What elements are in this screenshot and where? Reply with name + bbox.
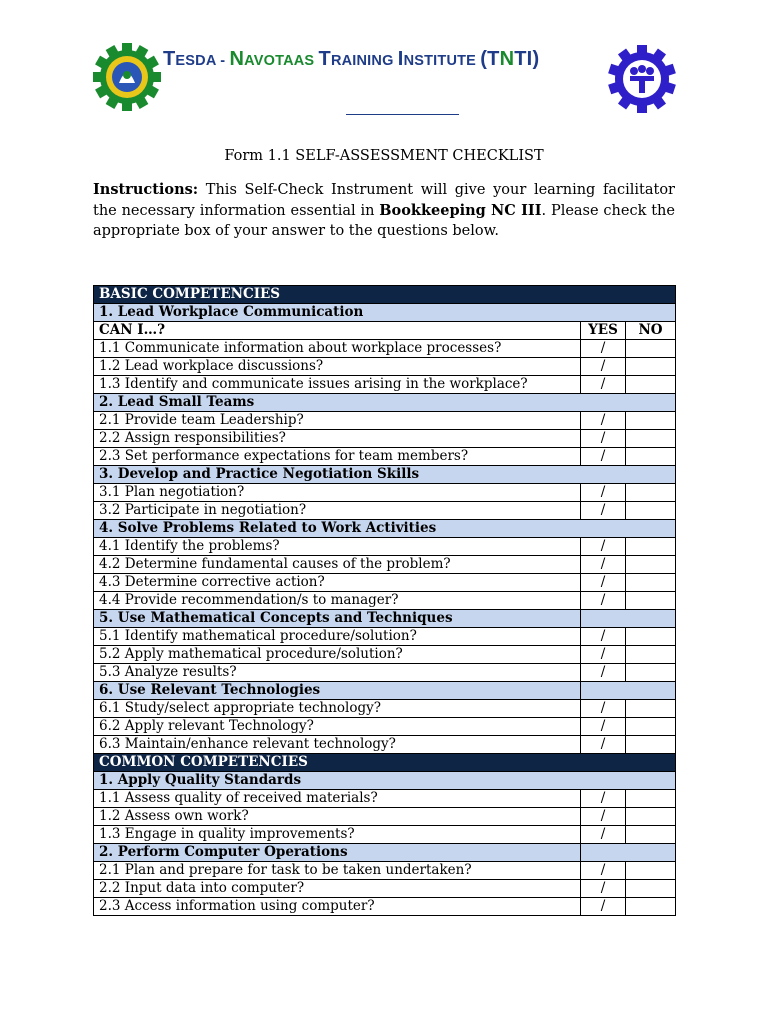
checklist-item-row — [94, 538, 676, 556]
question-cell: 1.3 Engage in quality improvements? — [94, 826, 581, 844]
no-checkbox-cell[interactable] — [626, 664, 676, 682]
checklist-item-row — [94, 340, 676, 358]
yes-checkbox-cell[interactable]: / — [581, 340, 626, 358]
checklist-item-row — [94, 790, 676, 808]
competency-unit-row — [94, 844, 676, 862]
heading-cell: BASIC COMPETENCIES — [94, 286, 676, 304]
yes-checkbox-cell[interactable]: / — [581, 538, 626, 556]
checklist-item-row — [94, 430, 676, 448]
heading-cell: COMMON COMPETENCIES — [94, 754, 676, 772]
competency-category-row — [94, 754, 676, 772]
question-cell: 5.3 Analyze results? — [94, 664, 581, 682]
question-header-cell: CAN I…? — [94, 322, 581, 340]
tesda-gear-logo-icon — [92, 42, 162, 112]
checklist-item-row — [94, 448, 676, 466]
checklist-item-row — [94, 898, 676, 916]
checklist-item-row — [94, 592, 676, 610]
question-cell: 5.1 Identify mathematical procedure/solution? — [94, 628, 581, 646]
header-underline — [346, 114, 459, 115]
checklist-item-row — [94, 556, 676, 574]
yes-checkbox-cell[interactable]: / — [581, 880, 626, 898]
question-cell: 4.4 Provide recommendation/s to manager? — [94, 592, 581, 610]
no-checkbox-cell[interactable] — [626, 502, 676, 520]
no-checkbox-cell[interactable] — [626, 538, 676, 556]
no-checkbox-cell[interactable] — [626, 646, 676, 664]
question-cell: 1.1 Assess quality of received materials? — [94, 790, 581, 808]
competency-category-row — [94, 286, 676, 304]
no-checkbox-cell[interactable] — [626, 790, 676, 808]
yes-checkbox-cell[interactable]: / — [581, 664, 626, 682]
no-checkbox-cell[interactable] — [626, 808, 676, 826]
yes-checkbox-cell[interactable]: / — [581, 574, 626, 592]
heading-cell: 2. Lead Small Teams — [94, 394, 676, 412]
question-cell: 5.2 Apply mathematical procedure/solution? — [94, 646, 581, 664]
no-checkbox-cell[interactable] — [626, 556, 676, 574]
yes-checkbox-cell[interactable]: / — [581, 376, 626, 394]
yes-checkbox-cell[interactable]: / — [581, 592, 626, 610]
checklist-item-row — [94, 412, 676, 430]
no-checkbox-cell[interactable] — [626, 430, 676, 448]
checklist-item-row — [94, 700, 676, 718]
question-cell: 6.1 Study/select appropriate technology? — [94, 700, 581, 718]
no-checkbox-cell[interactable] — [626, 358, 676, 376]
question-cell: 1.3 Identify and communicate issues arising in the workplace? — [94, 376, 581, 394]
competency-unit-row — [94, 610, 676, 628]
yes-checkbox-cell[interactable]: / — [581, 358, 626, 376]
self-assessment-table — [93, 285, 676, 916]
competency-unit-row — [94, 394, 676, 412]
competency-unit-row — [94, 466, 676, 484]
question-cell: 6.2 Apply relevant Technology? — [94, 718, 581, 736]
question-cell: 4.3 Determine corrective action? — [94, 574, 581, 592]
question-cell: 1.2 Lead workplace discussions? — [94, 358, 581, 376]
yes-checkbox-cell[interactable]: / — [581, 448, 626, 466]
yes-checkbox-cell[interactable]: / — [581, 736, 626, 754]
heading-cell: 1. Lead Workplace Communication — [94, 304, 676, 322]
question-cell: 2.2 Input data into computer? — [94, 880, 581, 898]
heading-cell: 6. Use Relevant Technologies — [94, 682, 581, 700]
heading-cell: 5. Use Mathematical Concepts and Techniques — [94, 610, 581, 628]
no-checkbox-cell[interactable] — [626, 898, 676, 916]
question-cell: 3.2 Participate in negotiation? — [94, 502, 581, 520]
question-cell: 3.1 Plan negotiation? — [94, 484, 581, 502]
yes-checkbox-cell[interactable]: / — [581, 718, 626, 736]
no-checkbox-cell[interactable] — [626, 376, 676, 394]
instructions-label: Instructions: — [93, 181, 199, 198]
no-checkbox-cell[interactable] — [626, 448, 676, 466]
question-cell: 6.3 Maintain/enhance relevant technology? — [94, 736, 581, 754]
no-checkbox-cell[interactable] — [626, 736, 676, 754]
checklist-item-row — [94, 718, 676, 736]
competency-unit-row — [94, 304, 676, 322]
checklist-item-row — [94, 574, 676, 592]
no-checkbox-cell[interactable] — [626, 880, 676, 898]
yes-checkbox-cell[interactable]: / — [581, 826, 626, 844]
heading-cell: 3. Develop and Practice Negotiation Skills — [94, 466, 676, 484]
yes-checkbox-cell[interactable]: / — [581, 700, 626, 718]
competency-unit-row — [94, 682, 676, 700]
no-checkbox-cell[interactable] — [626, 592, 676, 610]
institute-title: TESDA - NAVOTAAS TRAINING INSTITUTE (TNTI) — [163, 48, 540, 70]
checklist-item-row — [94, 376, 676, 394]
tesda-gear-emblem-icon — [607, 44, 677, 114]
question-cell: 2.2 Assign responsibilities? — [94, 430, 581, 448]
no-checkbox-cell[interactable] — [626, 628, 676, 646]
checklist-item-row — [94, 862, 676, 880]
question-cell: 1.2 Assess own work? — [94, 808, 581, 826]
no-checkbox-cell[interactable] — [626, 862, 676, 880]
yes-header-cell: YES — [581, 322, 626, 340]
competency-unit-row — [94, 520, 676, 538]
yes-checkbox-cell[interactable]: / — [581, 412, 626, 430]
yes-checkbox-cell[interactable]: / — [581, 646, 626, 664]
checklist-item-row — [94, 736, 676, 754]
question-cell: 1.1 Communicate information about workplace processes? — [94, 340, 581, 358]
checklist-item-row — [94, 484, 676, 502]
yes-checkbox-cell[interactable]: / — [581, 502, 626, 520]
heading-cell: 1. Apply Quality Standards — [94, 772, 676, 790]
yes-checkbox-cell[interactable]: / — [581, 808, 626, 826]
institute-acronym: (TNTI) — [480, 48, 540, 70]
yes-checkbox-cell[interactable]: / — [581, 628, 626, 646]
qualification-name: Bookkeeping NC III — [379, 201, 542, 219]
instructions-paragraph: Instructions: This Self-Check Instrument will give your learning facilitator the necessary information essential in Bookkeeping NC III. Please check the appropriate box of your answer to the questions below. — [93, 181, 675, 239]
checklist-item-row — [94, 358, 676, 376]
yes-checkbox-cell[interactable]: / — [581, 484, 626, 502]
competency-unit-row — [94, 772, 676, 790]
yes-checkbox-cell[interactable]: / — [581, 862, 626, 880]
form-title: Form 1.1 SELF-ASSESSMENT CHECKLIST — [224, 148, 544, 164]
question-cell: 4.2 Determine fundamental causes of the problem? — [94, 556, 581, 574]
question-cell: 4.1 Identify the problems? — [94, 538, 581, 556]
checklist-item-row — [94, 664, 676, 682]
yes-checkbox-cell[interactable]: / — [581, 430, 626, 448]
yes-checkbox-cell[interactable]: / — [581, 790, 626, 808]
checklist-item-row — [94, 646, 676, 664]
no-checkbox-cell[interactable] — [626, 412, 676, 430]
question-cell: 2.3 Set performance expectations for team members? — [94, 448, 581, 466]
empty-cell — [581, 610, 676, 628]
no-checkbox-cell[interactable] — [626, 574, 676, 592]
checklist-item-row — [94, 502, 676, 520]
question-cell: 2.3 Access information using computer? — [94, 898, 581, 916]
no-checkbox-cell[interactable] — [626, 718, 676, 736]
checklist-item-row — [94, 628, 676, 646]
no-checkbox-cell[interactable] — [626, 484, 676, 502]
yes-checkbox-cell[interactable]: / — [581, 898, 626, 916]
question-cell: 2.1 Provide team Leadership? — [94, 412, 581, 430]
table-header-row — [94, 322, 676, 340]
question-cell: 2.1 Plan and prepare for task to be taken undertaken? — [94, 862, 581, 880]
heading-cell: 2. Perform Computer Operations — [94, 844, 581, 862]
checklist-item-row — [94, 880, 676, 898]
no-header-cell: NO — [626, 322, 676, 340]
checklist-item-row — [94, 808, 676, 826]
empty-cell — [581, 844, 676, 862]
empty-cell — [581, 682, 676, 700]
checklist-item-row — [94, 826, 676, 844]
page-header — [0, 40, 768, 115]
yes-checkbox-cell[interactable]: / — [581, 556, 626, 574]
no-checkbox-cell[interactable] — [626, 826, 676, 844]
no-checkbox-cell[interactable] — [626, 340, 676, 358]
heading-cell: 4. Solve Problems Related to Work Activities — [94, 520, 676, 538]
no-checkbox-cell[interactable] — [626, 700, 676, 718]
